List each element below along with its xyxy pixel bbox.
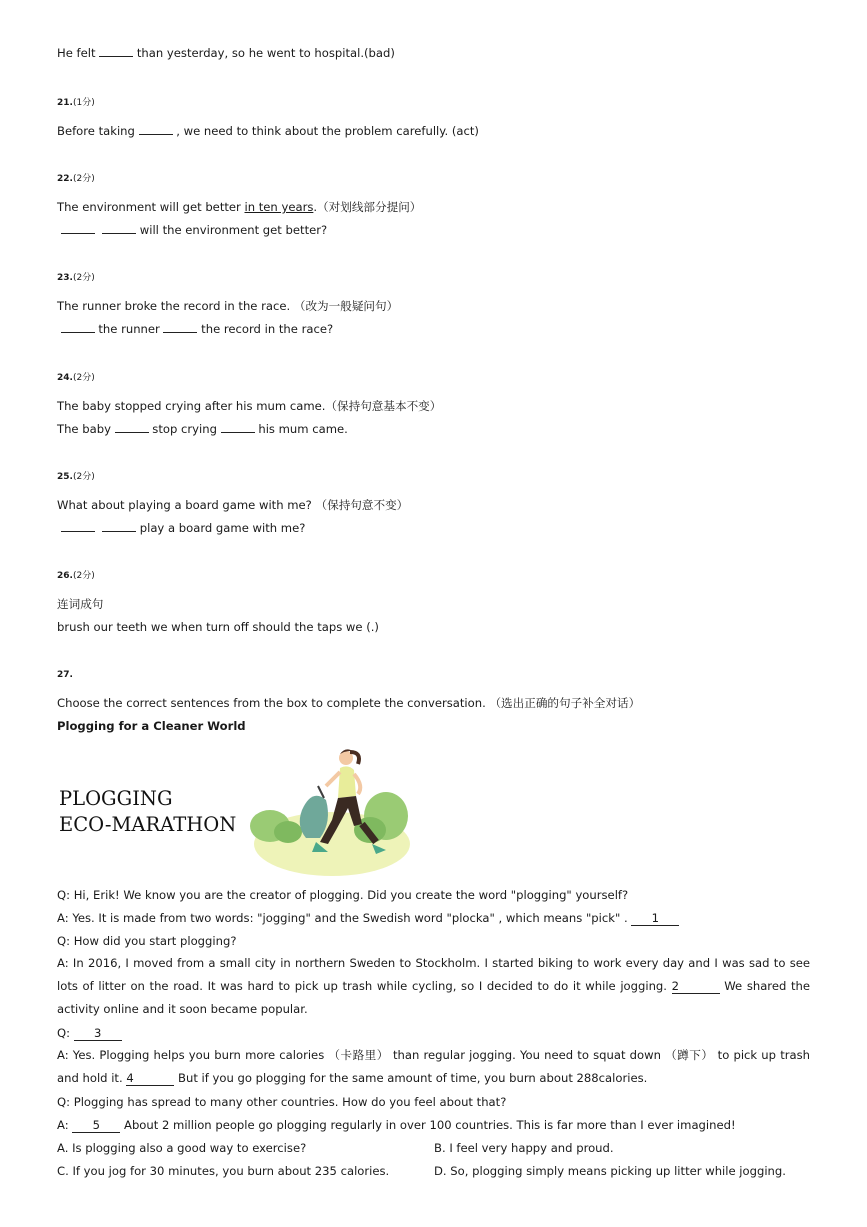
q24-blank-1[interactable] [115, 421, 149, 433]
dialogue-q4: Q: Plogging has spread to many other countries. How do you feel about that? [57, 1095, 507, 1109]
q26-number: 26.(2分) [57, 571, 95, 581]
q24-answer-line: The baby stop crying his mum came. [57, 422, 348, 436]
q22-number: 22.(2分) [57, 174, 95, 184]
blank-5[interactable]: 5 [72, 1119, 120, 1133]
q25-number: 25.(2分) [57, 472, 95, 482]
dialogue-q3: Q: 3 [57, 1025, 122, 1041]
q27-number: 27. [57, 670, 73, 680]
passage-title: Plogging for a Cleaner World [57, 719, 246, 733]
blank-4[interactable]: 4 [126, 1072, 174, 1086]
q21-number: 21.(1分) [57, 98, 95, 108]
q22-sentence: The environment will get better in ten years.（对划线部分提问） [57, 200, 422, 214]
q25-blank-1[interactable] [61, 520, 95, 532]
q20-blank[interactable] [99, 45, 133, 57]
q26-words: brush our teeth we when turn off should the taps we (.) [57, 620, 379, 634]
blank-2[interactable]: 2 [672, 980, 720, 994]
option-a[interactable]: A. Is plogging also a good way to exercise? [57, 1141, 307, 1155]
dialogue-a2: A: In 2016, I moved from a small city in northern Sweden to Stockholm. I started biking to work every day and I was sad to see lots of litter on the road. It was hard to pick up trash while cycling, so I decided to do it while jogging. 2 We shared the activity online and it soon became popular. [57, 956, 810, 1016]
q25-sentence: What about playing a board game with me? （保持句意不变） [57, 498, 409, 512]
poster-title: PLOGGING ECO-MARATHON [59, 787, 237, 836]
q24-number: 24.(2分) [57, 373, 95, 383]
q23-blank-1[interactable] [61, 321, 95, 333]
q22-answer-line: will the environment get better? [57, 222, 327, 238]
dialogue-a4: A: 5 About 2 million people go plogging regularly in over 100 countries. This is far more than I ever imagined! [57, 1118, 736, 1132]
woman-plogging-runner-icon [246, 746, 412, 880]
option-b[interactable]: B. I feel very happy and proud. [434, 1141, 614, 1155]
blank-1[interactable]: 1 [631, 912, 679, 926]
q24-blank-2[interactable] [221, 421, 255, 433]
q22-underlined: in ten years [244, 200, 314, 214]
q21-blank[interactable] [139, 123, 173, 135]
q25-answer-line: play a board game with me? [57, 520, 305, 536]
dialogue-a3: A: Yes. Plogging helps you burn more calories （卡路里） than regular jogging. You need to squat down （蹲下） to pick up trash and hold it. 4 But if you go plogging for the same amount of time, you burn about 288calories. [57, 1048, 810, 1085]
q20-sentence: He felt than yesterday, so he went to hospital.(bad) [57, 46, 395, 60]
blank-3[interactable]: 3 [74, 1027, 122, 1041]
q25-blank-2[interactable] [102, 520, 136, 532]
q21-sentence: Before taking , we need to think about the problem carefully. (act) [57, 124, 479, 138]
q22-blank-2[interactable] [102, 222, 136, 234]
q23-answer-line: the runner the record in the race? [57, 321, 333, 337]
option-d[interactable]: D. So, plogging simply means picking up litter while jogging. [434, 1164, 786, 1178]
q23-blank-2[interactable] [163, 321, 197, 333]
q27-instruction: Choose the correct sentences from the box to complete the conversation. （选出正确的句子补全对话） [57, 696, 641, 710]
q23-sentence: The runner broke the record in the race. （改为一般疑问句） [57, 299, 399, 313]
q23-number: 23.(2分) [57, 273, 95, 283]
q24-sentence: The baby stopped crying after his mum came.（保持句意基本不变） [57, 399, 442, 413]
option-c[interactable]: C. If you jog for 30 minutes, you burn about 235 calories. [57, 1164, 390, 1178]
dialogue-a1: A: Yes. It is made from two words: "jogging" and the Swedish word "plocka" , which means "pick" . 1 [57, 910, 679, 926]
dialogue-q2: Q: How did you start plogging? [57, 934, 237, 948]
q26-instruction: 连词成句 [57, 597, 104, 611]
dialogue-q1: Q: Hi, Erik! We know you are the creator of plogging. Did you create the word "plogging" yourself? [57, 888, 629, 902]
q22-blank-1[interactable] [61, 222, 95, 234]
